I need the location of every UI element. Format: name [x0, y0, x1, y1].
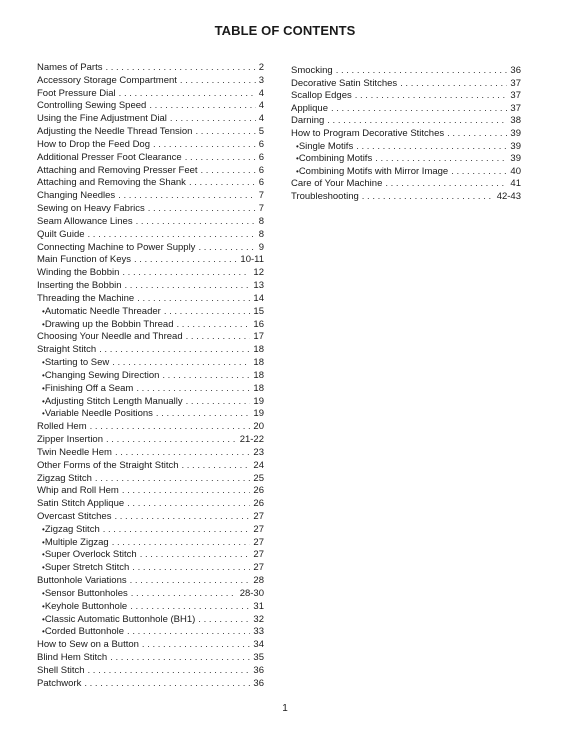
bullet-icon: • [42, 550, 45, 560]
toc-entry-label: Scallop Edges [291, 90, 352, 102]
toc-entry-label: Attaching and Removing the Shank [37, 177, 186, 189]
toc-entry-page: 32 [253, 613, 264, 625]
toc-entry-label: Accessory Storage Compartment [37, 74, 177, 86]
toc-entry [37, 460, 264, 473]
dot-leader [355, 90, 508, 103]
toc-entry-page: 8 [258, 228, 264, 240]
toc-entry [37, 331, 264, 344]
toc-entry-label: Quilt Guide [37, 228, 85, 240]
toc-subentry [37, 549, 264, 562]
dot-leader [177, 319, 251, 332]
toc-subentry [37, 357, 264, 370]
toc-entry-page: 26 [253, 498, 264, 510]
toc-entry-label: Names of Parts [37, 62, 103, 73]
toc-entry-page: 10-11 [240, 254, 264, 266]
toc-entry-label: Adjusting the Needle Thread Tension [37, 126, 193, 138]
toc-entry-page: 7 [258, 190, 264, 202]
toc-entry-label: Winding the Bobbin [37, 267, 120, 279]
dot-leader [180, 75, 256, 88]
dot-leader [186, 331, 251, 344]
toc-entry [37, 498, 264, 511]
toc-entry-page: 36 [510, 65, 521, 76]
toc-entry [37, 216, 264, 229]
bullet-icon: • [42, 588, 45, 598]
toc-entry [291, 103, 521, 116]
dot-leader [164, 306, 251, 319]
dot-leader [127, 498, 250, 511]
dot-leader [142, 639, 251, 652]
toc-entry-page: 4 [258, 87, 264, 99]
toc-entry-label: Connecting Machine to Power Supply [37, 241, 196, 253]
bullet-icon: • [42, 537, 45, 547]
toc-entry-page: 39 [510, 153, 521, 165]
toc-entry-label: Combining Motifs with Mirror Image [298, 165, 449, 177]
toc-subentry [37, 537, 264, 550]
toc-entry [37, 267, 264, 280]
dot-leader [170, 113, 256, 126]
dot-leader [186, 396, 251, 409]
toc-entry [37, 177, 264, 190]
toc-entry-page: 6 [258, 151, 264, 163]
toc-entry [37, 254, 264, 267]
dot-leader [134, 254, 237, 267]
toc-entry-label: Zipper Insertion [37, 434, 104, 446]
toc-entry-label: Shell Stitch [37, 664, 85, 676]
toc-entry-page: 41 [510, 178, 521, 190]
toc-entry-label: Finishing Off a Seam [44, 382, 134, 394]
bullet-icon: • [42, 383, 45, 393]
dot-leader [99, 344, 250, 357]
dot-leader [356, 141, 507, 154]
toc-entry-label: Zigzag Stitch [44, 523, 100, 535]
toc-left-column [37, 62, 264, 691]
toc-entry-label: How to Program Decorative Stitches [291, 127, 445, 139]
toc-entry-label: Super Overlock Stitch [44, 549, 137, 561]
toc-entry [37, 293, 264, 306]
toc-entry [37, 575, 264, 588]
dot-leader [118, 190, 256, 203]
bullet-icon: • [42, 319, 45, 329]
toc-entry-label: Straight Stitch [37, 344, 97, 356]
dot-leader [84, 678, 250, 691]
dot-leader [400, 78, 507, 91]
toc-entry-page: 4 [258, 100, 264, 112]
bullet-icon: • [42, 306, 45, 316]
toc-entry-label: Multiple Zigzag [44, 536, 109, 548]
toc-subentry [291, 153, 521, 166]
toc-entry-page: 27 [253, 562, 264, 574]
toc-entry-label: Automatic Needle Threader [44, 305, 161, 317]
toc-entry-page: 20 [253, 421, 264, 433]
toc-entry-label: Rolled Hem [37, 421, 87, 433]
toc-entry-page: 37 [510, 77, 521, 89]
toc-subentry [37, 601, 264, 614]
toc-entry-label: How to Sew on a Button [37, 639, 139, 651]
dot-leader [156, 408, 251, 421]
toc-entry-label: Satin Stitch Applique [37, 498, 125, 510]
toc-entry [291, 178, 521, 191]
dot-leader [125, 280, 251, 293]
dot-leader [362, 191, 494, 204]
toc-entry [37, 434, 264, 447]
toc-entry-page: 7 [258, 203, 264, 215]
toc-entry-label: Twin Needle Hem [37, 446, 112, 458]
toc-entry-page: 19 [253, 408, 264, 420]
bullet-icon: • [42, 614, 45, 624]
toc-entry-label: Whip and Roll Hem [37, 485, 119, 497]
toc-entry-page: 6 [258, 164, 264, 176]
dot-leader [201, 165, 256, 178]
toc-entry [37, 485, 264, 498]
dot-leader [130, 575, 251, 588]
toc-entry-page: 13 [253, 280, 264, 292]
toc-entry [291, 78, 521, 91]
bullet-icon: • [42, 370, 45, 380]
dot-leader [137, 293, 250, 306]
toc-entry-label: Troubleshooting [291, 190, 359, 202]
toc-entry-label: Adjusting Stitch Length Manually [44, 395, 183, 407]
toc-subentry [291, 141, 521, 154]
toc-entry [37, 242, 264, 255]
toc-entry [37, 62, 264, 75]
toc-entry-page: 28-30 [239, 587, 264, 599]
toc-entry-page: 36 [253, 664, 264, 676]
toc-entry-page: 5 [258, 126, 264, 138]
toc-entry-page: 42-43 [496, 190, 521, 202]
dot-leader [189, 177, 256, 190]
toc-subentry [37, 396, 264, 409]
toc-entry-label: Changing Sewing Direction [44, 369, 160, 381]
toc-entry-page: 3 [258, 74, 264, 86]
toc-entry-label: Other Forms of the Straight Stitch [37, 459, 179, 471]
toc-entry-label: Inserting the Bobbin [37, 280, 122, 292]
dot-leader [130, 601, 250, 614]
toc-entry-page: 31 [253, 600, 264, 612]
dot-leader [331, 103, 507, 116]
toc-entry-page: 16 [253, 318, 264, 330]
toc-entry-page: 6 [258, 138, 264, 150]
toc-entry-label: Zigzag Stitch [37, 472, 92, 484]
toc-entry [37, 473, 264, 486]
bullet-icon: • [296, 141, 299, 151]
toc-entry-label: How to Drop the Feed Dog [37, 138, 151, 150]
toc-entry-label: Changing Needles [37, 190, 116, 202]
bullet-icon: • [296, 166, 299, 176]
toc-entry-page: 12 [253, 267, 264, 279]
toc-entry-label: Keyhole Buttonhole [44, 600, 128, 612]
toc-entry-page: 40 [510, 165, 521, 177]
dot-leader [122, 267, 250, 280]
toc-entry-label: Blind Hem Stitch [37, 652, 108, 664]
toc-entry-page: 2 [258, 62, 264, 73]
dot-leader [114, 511, 250, 524]
toc-entry-page: 4 [258, 113, 264, 125]
toc-entry-page: 18 [253, 382, 264, 394]
toc-entry-label: Drawing up the Bobbin Thread [44, 318, 174, 330]
toc-subentry [291, 166, 521, 179]
toc-entry-page: 35 [253, 652, 264, 664]
bullet-icon: • [42, 358, 45, 368]
toc-entry-page: 18 [253, 344, 264, 356]
toc-subentry [37, 562, 264, 575]
dot-leader [127, 626, 250, 639]
toc-entry [37, 126, 264, 139]
dot-leader [149, 100, 255, 113]
toc-entry [37, 88, 264, 101]
toc-entry [291, 115, 521, 128]
bullet-icon: • [42, 396, 45, 406]
toc-entry-label: Buttonhole Variations [37, 575, 127, 587]
dot-leader [110, 652, 250, 665]
dot-leader [182, 460, 251, 473]
toc-entry [37, 652, 264, 665]
toc-entry [291, 191, 521, 204]
toc-entry-page: 14 [253, 292, 264, 304]
dot-leader [198, 242, 255, 255]
toc-entry [37, 152, 264, 165]
dot-leader [375, 153, 507, 166]
toc-entry-page: 36 [253, 677, 264, 689]
toc-entry-page: 17 [253, 331, 264, 343]
toc-entry [37, 113, 264, 126]
dot-leader [162, 370, 250, 383]
toc-entry-label: Patchwork [37, 677, 82, 689]
toc-entry-page: 6 [258, 177, 264, 189]
toc-subentry [37, 306, 264, 319]
toc-entry-label: Starting to Sew [44, 357, 110, 369]
toc-entry [37, 190, 264, 203]
dot-leader [90, 421, 251, 434]
toc-entry-label: Foot Pressure Dial [37, 87, 116, 99]
dot-leader [185, 152, 256, 165]
dot-leader [136, 383, 250, 396]
toc-entry-page: 37 [510, 90, 521, 102]
dot-leader [327, 115, 507, 128]
bullet-icon: • [42, 524, 45, 534]
toc-entry [37, 280, 264, 293]
toc-entry-page: 27 [253, 536, 264, 548]
toc-entry-page: 15 [253, 305, 264, 317]
toc-subentry [37, 524, 264, 537]
dot-leader [88, 229, 256, 242]
toc-entry-label: Care of Your Machine [291, 178, 383, 190]
toc-entry [37, 639, 264, 652]
toc-entry-label: Sewing on Heavy Fabrics [37, 203, 145, 215]
dot-leader [95, 473, 251, 486]
toc-entry [37, 165, 264, 178]
toc-entry-page: 18 [253, 357, 264, 369]
toc-entry-label: Using the Fine Adjustment Dial [37, 113, 167, 125]
toc-entry-label: Applique [291, 102, 328, 114]
toc-entry-page: 8 [258, 215, 264, 227]
bullet-icon: • [42, 409, 45, 419]
toc-entry-page: 19 [253, 395, 264, 407]
toc-entry-label: Darning [291, 115, 325, 127]
toc-entry [37, 344, 264, 357]
toc-entry-label: Main Function of Keys [37, 254, 131, 266]
dot-leader [153, 139, 256, 152]
toc-entry [37, 447, 264, 460]
toc-entry-page: 38 [510, 115, 521, 127]
toc-entry-label: Attaching and Removing Presser Feet [37, 164, 198, 176]
toc-entry [37, 229, 264, 242]
dot-leader [451, 166, 507, 179]
dot-leader [112, 537, 251, 550]
dot-leader [115, 447, 250, 460]
dot-leader [136, 216, 256, 229]
dot-leader [106, 434, 237, 447]
toc-entry [37, 678, 264, 691]
dot-leader [148, 203, 256, 216]
toc-subentry [37, 383, 264, 396]
dot-leader [105, 62, 255, 75]
toc-entry-label: Overcast Stitches [37, 510, 112, 522]
toc-entry-label: Sensor Buttonholes [44, 587, 128, 599]
toc-entry-page: 33 [253, 626, 264, 638]
dot-leader [119, 88, 256, 101]
toc-entry [37, 100, 264, 113]
dot-leader [447, 128, 507, 141]
dot-leader [122, 485, 251, 498]
bullet-icon: • [42, 627, 45, 637]
toc-entry-page: 9 [258, 241, 264, 253]
dot-leader [112, 357, 250, 370]
toc-entry-label: Threading the Machine [37, 292, 135, 304]
bullet-icon: • [42, 601, 45, 611]
toc-entry-page: 27 [253, 523, 264, 535]
toc-subentry [37, 319, 264, 332]
toc-entry-label: Choosing Your Needle and Thread [37, 331, 183, 343]
dot-leader [132, 562, 250, 575]
dot-leader [195, 126, 255, 139]
toc-entry-page: 24 [253, 459, 264, 471]
toc-subentry [37, 614, 264, 627]
toc-entry-label: Decorative Satin Stitches [291, 77, 398, 89]
toc-entry-label: Controlling Sewing Speed [37, 100, 147, 112]
toc-entry [37, 139, 264, 152]
toc-entry-page: 25 [253, 472, 264, 484]
toc-subentry [37, 370, 264, 383]
toc-subentry [37, 626, 264, 639]
toc-entry-label: Classic Automatic Buttonhole (BH1) [44, 613, 196, 625]
toc-entry [37, 203, 264, 216]
dot-leader [103, 524, 251, 537]
dot-leader [336, 65, 508, 78]
bullet-icon: • [296, 154, 299, 164]
toc-entry-page: 28 [253, 575, 264, 587]
toc-entry-page: 27 [253, 549, 264, 561]
toc-entry-page: 18 [253, 369, 264, 381]
toc-entry-page: 27 [253, 510, 264, 522]
toc-entry-page: 21-22 [239, 434, 264, 446]
toc-entry [37, 665, 264, 678]
toc-entry-page: 39 [510, 140, 521, 152]
toc-entry [291, 128, 521, 141]
page-number: 1 [282, 703, 288, 714]
toc-entry [291, 90, 521, 103]
dot-leader [385, 178, 507, 191]
page-title: TABLE OF CONTENTS [214, 23, 356, 38]
dot-leader [140, 549, 251, 562]
toc-entry-page: 34 [253, 639, 264, 651]
toc-entry-label: Additional Presser Foot Clearance [37, 151, 182, 163]
toc-entry-label: Variable Needle Positions [44, 408, 153, 420]
toc-right-column [291, 65, 521, 204]
toc-entry-label: Seam Allowance Lines [37, 215, 133, 227]
dot-leader [131, 588, 237, 601]
toc-entry [37, 421, 264, 434]
toc-entry [291, 65, 521, 78]
toc-entry-label: Corded Buttonhole [44, 626, 125, 638]
toc-entry-label: Super Stretch Stitch [44, 562, 130, 574]
toc-entry-page: 39 [510, 127, 521, 139]
toc-entry [37, 511, 264, 524]
toc-entry [37, 75, 264, 88]
bullet-icon: • [42, 563, 45, 573]
toc-subentry [37, 408, 264, 421]
toc-entry-label: Combining Motifs [298, 153, 373, 165]
toc-subentry [37, 588, 264, 601]
toc-entry-page: 37 [510, 102, 521, 114]
toc-entry-label: Single Motifs [298, 140, 354, 152]
dot-leader [198, 614, 250, 627]
toc-entry-page: 23 [253, 446, 264, 458]
toc-entry-page: 26 [253, 485, 264, 497]
toc-entry-label: Smocking [291, 65, 333, 76]
dot-leader [88, 665, 251, 678]
